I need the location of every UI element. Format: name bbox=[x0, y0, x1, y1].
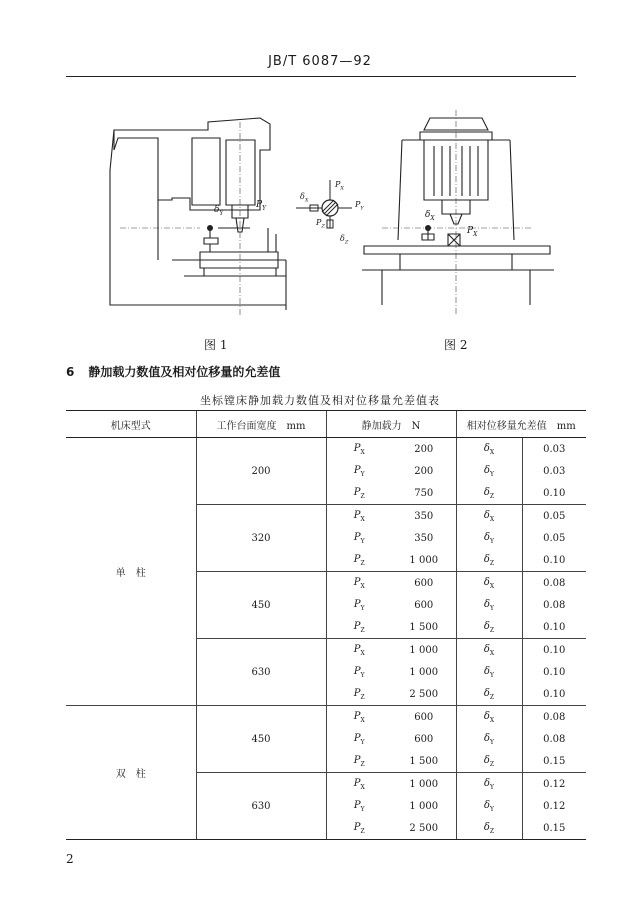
load-value-cell: 2 500 bbox=[392, 817, 456, 840]
machine-type-cell: 单 柱 bbox=[115, 568, 146, 579]
tolerance-value-cell: 0.10 bbox=[522, 549, 586, 572]
legend-dx: $\delta_X$ bbox=[300, 192, 309, 204]
tolerance-value-cell: 0.15 bbox=[522, 750, 586, 773]
load-symbol-subscript: Y bbox=[360, 604, 365, 612]
load-value-cell: 2 500 bbox=[409, 688, 439, 700]
load-symbol: P bbox=[353, 620, 361, 632]
tolerance-value-cell: 0.15 bbox=[522, 817, 586, 840]
section-heading bbox=[66, 363, 280, 380]
displacement-symbol: δ bbox=[484, 598, 491, 610]
displacement-symbol-subscript: Y bbox=[490, 537, 494, 545]
load-symbol-cell bbox=[326, 527, 392, 549]
tolerance-value-cell: 0.08 bbox=[522, 728, 586, 750]
tolerance-value-cell: 0.10 bbox=[522, 661, 586, 683]
load-symbol-cell bbox=[326, 460, 392, 482]
table-width-cell: 450 bbox=[196, 572, 326, 639]
table-width-cell: 200 bbox=[196, 438, 326, 505]
load-symbol-cell bbox=[326, 683, 392, 706]
load-symbol-cell bbox=[326, 639, 392, 662]
header-table-width: 工作台面宽度 mm bbox=[196, 411, 326, 438]
displacement-symbol-subscript: Z bbox=[489, 559, 495, 567]
load-symbol: P bbox=[353, 553, 361, 565]
load-symbol-subscript: Z bbox=[360, 760, 365, 768]
load-symbol: P bbox=[353, 799, 361, 811]
displacement-symbol-cell bbox=[456, 683, 522, 706]
displacement-symbol: δ bbox=[483, 620, 490, 632]
load-symbol-subscript: X bbox=[360, 649, 365, 657]
load-symbol-subscript: Y bbox=[360, 470, 365, 478]
tolerance-value-cell: 0.10 bbox=[522, 639, 586, 662]
table-width-cell: 630 bbox=[196, 773, 326, 840]
load-symbol-cell bbox=[326, 505, 392, 528]
displacement-symbol-subscript: X bbox=[489, 649, 495, 657]
displacement-symbol-cell bbox=[456, 594, 522, 616]
load-value-cell: 200 bbox=[414, 443, 434, 455]
load-symbol-subscript: Y bbox=[360, 805, 365, 813]
load-symbol-cell bbox=[326, 817, 392, 840]
load-value-cell: 1 000 bbox=[409, 800, 439, 812]
displacement-symbol-cell bbox=[456, 482, 522, 505]
load-symbol-subscript: Z bbox=[360, 693, 365, 701]
displacement-symbol-cell bbox=[456, 773, 522, 796]
displacement-symbol-cell bbox=[456, 728, 522, 750]
tolerance-value-cell: 0.10 bbox=[522, 683, 586, 706]
load-symbol-cell bbox=[326, 438, 392, 461]
load-value-cell: 600 bbox=[392, 572, 456, 595]
displacement-symbol: δ bbox=[483, 754, 490, 766]
header-rule bbox=[66, 76, 576, 77]
load-symbol-subscript: Y bbox=[360, 671, 365, 679]
load-symbol-cell bbox=[326, 549, 392, 572]
displacement-symbol-subscript: Z bbox=[489, 693, 495, 701]
load-value-cell: 1 000 bbox=[392, 639, 456, 662]
section-title: 静加载力数值及相对位移量的允差值 bbox=[88, 365, 281, 379]
displacement-symbol: δ bbox=[483, 442, 490, 454]
load-symbol: P bbox=[353, 732, 361, 744]
displacement-symbol-cell bbox=[456, 438, 522, 461]
section-number: 6 bbox=[66, 365, 75, 379]
load-symbol-subscript: Z bbox=[360, 827, 365, 835]
document-header: JB/T 6087—92 bbox=[268, 54, 372, 69]
load-symbol-cell bbox=[326, 661, 392, 683]
displacement-symbol-subscript: X bbox=[489, 582, 495, 590]
displacement-symbol: δ bbox=[484, 732, 491, 744]
load-symbol-subscript: X bbox=[360, 716, 365, 724]
load-value-cell: 1 500 bbox=[409, 755, 439, 767]
load-symbol-cell bbox=[326, 728, 392, 750]
displacement-symbol: δ bbox=[484, 464, 491, 476]
tolerance-value-cell: 0.05 bbox=[522, 505, 586, 528]
load-symbol-subscript: Z bbox=[360, 626, 365, 634]
header-load: 静加载力 N bbox=[326, 411, 456, 438]
displacement-symbol-cell bbox=[456, 572, 522, 595]
load-value-cell: 350 bbox=[392, 505, 456, 528]
load-symbol: P bbox=[353, 665, 361, 677]
load-value-cell: 200 bbox=[414, 465, 434, 477]
table-row bbox=[66, 706, 586, 729]
load-symbol: P bbox=[353, 509, 361, 521]
tolerance-value-cell: 0.12 bbox=[522, 773, 586, 796]
load-symbol: P bbox=[353, 442, 361, 454]
load-symbol: P bbox=[353, 531, 361, 543]
displacement-symbol-subscript: X bbox=[489, 515, 495, 523]
displacement-symbol-subscript: X bbox=[489, 448, 495, 456]
load-symbol-subscript: Y bbox=[360, 738, 365, 746]
displacement-symbol: δ bbox=[483, 509, 490, 521]
load-symbol: P bbox=[353, 486, 361, 498]
load-symbol: P bbox=[353, 754, 361, 766]
legend-px: $P_X$ bbox=[335, 180, 344, 192]
displacement-symbol-subscript: Y bbox=[490, 604, 494, 612]
tolerance-value-cell: 0.10 bbox=[522, 616, 586, 639]
load-value-cell: 1 000 bbox=[409, 666, 439, 678]
tolerance-value-cell: 0.10 bbox=[522, 482, 586, 505]
figure-2-caption: 图 2 bbox=[444, 338, 468, 352]
displacement-symbol-subscript: Y bbox=[490, 671, 494, 679]
displacement-symbol-cell bbox=[456, 795, 522, 817]
load-symbol-subscript: X bbox=[360, 783, 365, 791]
load-value-cell: 1 000 bbox=[392, 773, 456, 796]
displacement-symbol: δ bbox=[483, 821, 490, 833]
load-value-cell: 600 bbox=[414, 733, 434, 745]
load-value-cell: 1 000 bbox=[409, 554, 439, 566]
figure-2-drawing bbox=[362, 110, 554, 315]
displacement-symbol: δ bbox=[484, 531, 491, 543]
displacement-symbol: δ bbox=[484, 777, 491, 789]
table-title: 坐标镗床静加载力数值及相对位移量允差值表 bbox=[200, 394, 440, 407]
load-symbol-cell bbox=[326, 706, 392, 729]
table-width-cell: 630 bbox=[196, 639, 326, 706]
load-symbol: P bbox=[353, 821, 361, 833]
displacement-symbol-subscript: Z bbox=[489, 626, 495, 634]
load-symbol: P bbox=[353, 643, 361, 655]
load-tolerance-table bbox=[66, 410, 586, 840]
load-symbol-subscript: Y bbox=[360, 537, 365, 545]
displacement-symbol: δ bbox=[483, 643, 490, 655]
table-width-cell: 450 bbox=[196, 706, 326, 773]
displacement-symbol-subscript: Y bbox=[490, 783, 494, 791]
load-symbol: P bbox=[353, 687, 361, 699]
load-symbol: P bbox=[353, 710, 361, 722]
load-symbol-subscript: Z bbox=[360, 492, 365, 500]
displacement-symbol-subscript: Z bbox=[489, 492, 495, 500]
figure-1-drawing bbox=[100, 110, 290, 315]
displacement-symbol-cell bbox=[456, 505, 522, 528]
machine-type-cell: 双 柱 bbox=[66, 706, 196, 840]
load-value-cell: 350 bbox=[414, 532, 434, 544]
force-axes-diagram bbox=[292, 178, 362, 240]
displacement-symbol: δ bbox=[484, 665, 491, 677]
displacement-symbol-subscript: Z bbox=[489, 760, 495, 768]
load-value-cell: 600 bbox=[392, 706, 456, 729]
tolerance-value-cell: 0.08 bbox=[522, 572, 586, 595]
legend-dz: $\delta_Z$ bbox=[340, 234, 349, 246]
load-symbol: P bbox=[353, 464, 361, 476]
load-symbol-subscript: X bbox=[360, 448, 365, 456]
load-symbol-subscript: X bbox=[360, 515, 365, 523]
displacement-symbol: δ bbox=[483, 553, 490, 565]
load-value-cell: 600 bbox=[414, 599, 434, 611]
load-symbol-cell bbox=[326, 482, 392, 505]
displacement-symbol-cell bbox=[456, 460, 522, 482]
load-symbol: P bbox=[353, 576, 361, 588]
legend-pz: $P_Z$ bbox=[316, 218, 325, 230]
displacement-symbol-cell bbox=[456, 661, 522, 683]
table-width-cell: 320 bbox=[196, 505, 326, 572]
load-symbol-cell bbox=[326, 616, 392, 639]
displacement-symbol-cell bbox=[456, 750, 522, 773]
load-symbol-cell bbox=[326, 795, 392, 817]
displacement-symbol-cell bbox=[456, 817, 522, 840]
load-symbol-subscript: Z bbox=[360, 559, 365, 567]
displacement-symbol: δ bbox=[483, 576, 490, 588]
tolerance-value-cell: 0.03 bbox=[522, 438, 586, 461]
legend-py: $P_Y$ bbox=[355, 200, 364, 212]
displacement-symbol-cell bbox=[456, 616, 522, 639]
displacement-symbol: δ bbox=[484, 799, 491, 811]
tolerance-value-cell: 0.03 bbox=[522, 460, 586, 482]
displacement-symbol-cell bbox=[456, 549, 522, 572]
fig1-delta-y-label: $\delta_Y$ bbox=[214, 205, 224, 217]
fig2-delta-x-label: $\delta_X$ bbox=[425, 210, 435, 222]
load-symbol: P bbox=[353, 777, 361, 789]
load-symbol: P bbox=[353, 598, 361, 610]
displacement-symbol-subscript: Y bbox=[490, 738, 494, 746]
displacement-symbol-subscript: Z bbox=[489, 827, 495, 835]
displacement-symbol-cell bbox=[456, 706, 522, 729]
displacement-symbol-subscript: Y bbox=[490, 805, 494, 813]
displacement-symbol: δ bbox=[483, 687, 490, 699]
load-symbol-cell bbox=[326, 750, 392, 773]
header-machine-type: 机床型式 bbox=[66, 411, 196, 438]
tolerance-value-cell: 0.08 bbox=[522, 594, 586, 616]
fig1-p-y-label: $P_Y$ bbox=[256, 200, 267, 212]
figure-1-caption: 图 1 bbox=[204, 338, 228, 352]
tolerance-value-cell: 0.12 bbox=[522, 795, 586, 817]
displacement-symbol: δ bbox=[483, 486, 490, 498]
fig2-p-x-label: $P_X$ bbox=[467, 226, 478, 238]
displacement-symbol: δ bbox=[483, 710, 490, 722]
load-symbol-cell bbox=[326, 773, 392, 796]
displacement-symbol-subscript: Y bbox=[490, 470, 494, 478]
load-value-cell: 1 500 bbox=[409, 621, 439, 633]
table-header-row bbox=[66, 411, 586, 438]
tolerance-value-cell: 0.08 bbox=[522, 706, 586, 729]
load-symbol-cell bbox=[326, 594, 392, 616]
load-symbol-cell bbox=[326, 572, 392, 595]
table-row bbox=[66, 438, 586, 461]
header-tolerance: 相对位移量允差值 mm bbox=[456, 411, 586, 438]
displacement-symbol-cell bbox=[456, 639, 522, 662]
load-symbol-subscript: X bbox=[360, 582, 365, 590]
page-number: 2 bbox=[66, 852, 74, 866]
tolerance-value-cell: 0.05 bbox=[522, 527, 586, 549]
load-value-cell: 750 bbox=[414, 487, 434, 499]
displacement-symbol-subscript: X bbox=[489, 716, 495, 724]
displacement-symbol-cell bbox=[456, 527, 522, 549]
